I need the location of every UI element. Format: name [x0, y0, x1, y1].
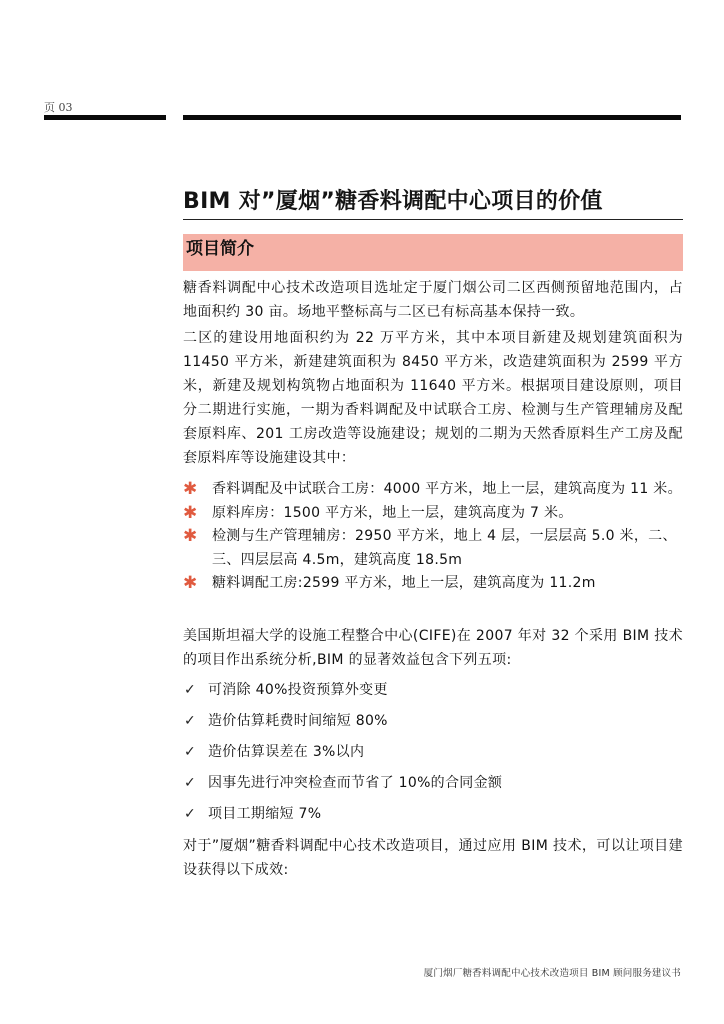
building-list: [183, 478, 693, 596]
asterisk-icon: ✱: [183, 573, 198, 593]
list-item-text: 因事先进行冲突检查而节省了 10%的合同金额: [208, 775, 503, 791]
section-heading: 项目简介: [183, 234, 683, 271]
list-item: [183, 740, 683, 771]
page-title: BIM 对”厦烟”糖香料调配中心项目的价值: [183, 189, 603, 214]
cife-paragraph: 美国斯坦福大学的设施工程整合中心(CIFE)在 2007 年对 32 个采用 BIM 技术的项目作出系统分析,BIM 的显著效益包含下列五项:: [183, 628, 683, 668]
asterisk-icon: ✱: [183, 502, 198, 523]
header-rule-left: [44, 115, 166, 120]
list-item-text: 可消除 40%投资预算外变更: [208, 682, 388, 698]
list-item-text: 造价估算耗费时间缩短 80%: [208, 713, 388, 729]
outcome-paragraph: 对于”厦烟”糖香料调配中心技术改造项目，通过应用 BIM 技术，可以让项目建设获得以下成效:: [183, 838, 683, 878]
list-item: [183, 802, 683, 833]
list-item: [183, 771, 683, 802]
list-item-text: 原料库房：1500 平方米，地上一层，建筑高度为 7 米。: [212, 504, 573, 521]
check-icon: ✓: [184, 806, 197, 822]
land-area-paragraph: 二区的建设用地面积约为 22 万平方米，其中本项目新建及规划建筑面积为 11450 平方米，新建建筑面积为 8450 平方米，改造建筑面积为 2599 平方米，新建及规划构筑物占地面积为 11640 平方米。根据项目建设原则，项目分二期进行实施，一期为香料调配及中试联合工房、检测与生产管理辅房及配套原料库、201 工房改造等设施建设；规划的二期为天然香原料生产工房及配套原料库等设施建设其中：: [183, 330, 683, 466]
check-icon: ✓: [184, 682, 197, 698]
benefit-list: [183, 678, 683, 833]
list-item-text: 造价估算误差在 3%以内: [208, 744, 365, 760]
list-item: [183, 572, 693, 596]
page-number: 页 03: [44, 101, 73, 114]
intro-paragraph: 糖香料调配中心技术改造项目选址定于厦门烟公司二区西侧预留地范围内，占地面积约 30 亩。场地平整标高与二区已有标高基本保持一致。: [183, 280, 683, 320]
list-item-text: 香料调配及中试联合工房：4000 平方米，地上一层，建筑高度为 11 米。: [212, 481, 682, 497]
list-item: [183, 525, 693, 572]
check-icon: ✓: [184, 775, 197, 791]
list-item-text: 糖料调配工房:2599 平方米，地上一层，建筑高度为 11.2m: [212, 575, 596, 591]
asterisk-icon: ✱: [183, 479, 198, 499]
list-item: [183, 478, 693, 502]
list-item-text: 项目工期缩短 7%: [208, 806, 322, 822]
footer-text: 厦门烟厂糖香料调配中心技术改造项目 BIM 顾问服务建议书: [423, 968, 681, 979]
list-item: [183, 678, 683, 709]
list-item: [183, 709, 683, 740]
list-item-text: 检测与生产管理辅房：2950 平方米，地上 4 层，一层层高 5.0 米，二、三、四层层高 4.5m，建筑高度 18.5m: [212, 528, 677, 568]
check-icon: ✓: [184, 744, 197, 760]
title-underline: [183, 219, 683, 220]
asterisk-icon: ✱: [183, 526, 198, 546]
list-item: [183, 502, 693, 526]
header-rule-right: [183, 115, 681, 120]
check-icon: ✓: [184, 713, 197, 729]
